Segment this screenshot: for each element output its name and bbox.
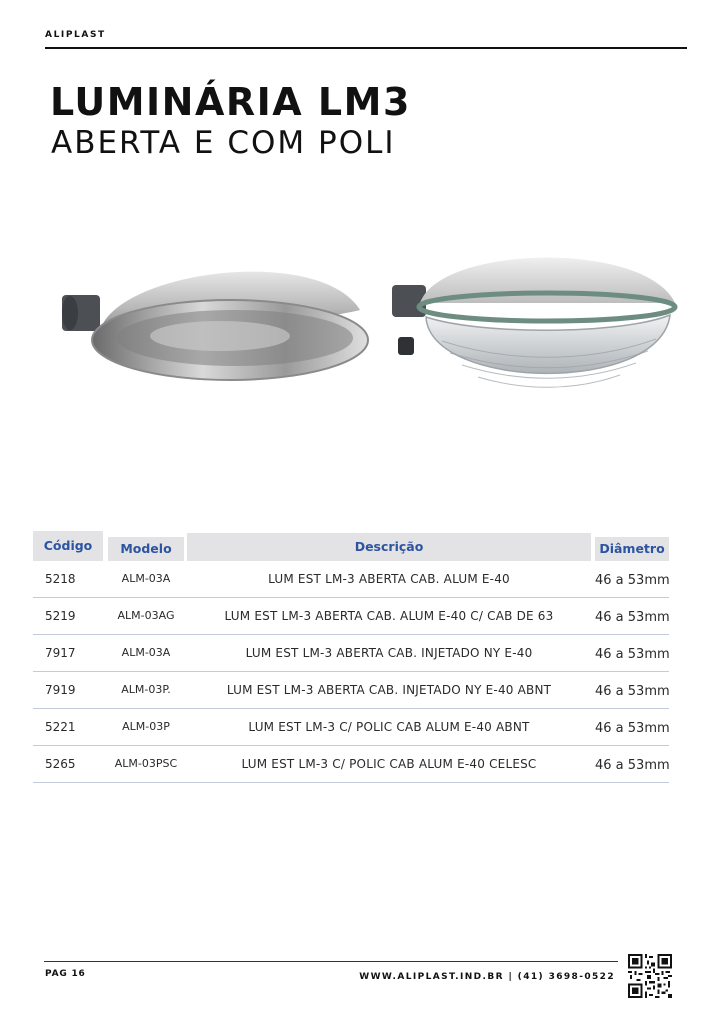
col-header-descricao: Descrição bbox=[187, 533, 591, 561]
cell-codigo: 7919 bbox=[45, 683, 76, 697]
page-title: LUMINÁRIA LM3 bbox=[50, 80, 411, 124]
table-row bbox=[33, 598, 669, 635]
top-divider bbox=[45, 47, 687, 49]
bottom-divider bbox=[44, 961, 618, 962]
cell-descricao: LUM EST LM-3 ABERTA CAB. ALUM E-40 bbox=[268, 572, 510, 586]
cell-modelo: ALM-03AG bbox=[117, 609, 175, 622]
cell-descricao: LUM EST LM-3 C/ POLIC CAB ALUM E-40 CELESC bbox=[241, 757, 537, 771]
table-row bbox=[33, 709, 669, 746]
table-header bbox=[33, 531, 669, 561]
col-header-diametro: Diâmetro bbox=[595, 537, 669, 561]
cell-codigo: 5265 bbox=[45, 757, 76, 771]
cell-modelo: ALM-03PSC bbox=[114, 757, 178, 770]
col-header-modelo: Modelo bbox=[108, 537, 184, 561]
luminaire-poli-photo bbox=[390, 245, 680, 430]
cell-codigo: 5218 bbox=[45, 572, 76, 586]
page-number: PAG 16 bbox=[45, 969, 86, 979]
cell-modelo: ALM-03A bbox=[121, 572, 171, 585]
cell-diametro: 46 a 53mm bbox=[595, 721, 670, 736]
luminaire-open-photo bbox=[60, 250, 370, 390]
product-table bbox=[33, 531, 669, 783]
col-header-codigo: Código bbox=[33, 531, 103, 561]
brand-label: ALIPLAST bbox=[45, 30, 106, 40]
cell-modelo: ALM-03P. bbox=[121, 683, 171, 696]
cell-diametro: 46 a 53mm bbox=[595, 573, 670, 588]
cell-descricao: LUM EST LM-3 C/ POLIC CAB ALUM E-40 ABNT bbox=[248, 720, 530, 734]
cell-diametro: 46 a 53mm bbox=[595, 610, 670, 625]
cell-diametro: 46 a 53mm bbox=[595, 647, 670, 662]
page-subtitle: ABERTA E COM POLI bbox=[51, 125, 396, 161]
qr-code-icon bbox=[628, 954, 672, 998]
table-row bbox=[33, 746, 669, 783]
cell-descricao: LUM EST LM-3 ABERTA CAB. INJETADO NY E-40 bbox=[245, 646, 533, 660]
cell-diametro: 46 a 53mm bbox=[595, 758, 670, 773]
cell-modelo: ALM-03A bbox=[121, 646, 171, 659]
table-row bbox=[33, 635, 669, 672]
table-row bbox=[33, 561, 669, 598]
table-row bbox=[33, 672, 669, 709]
cell-descricao: LUM EST LM-3 ABERTA CAB. INJETADO NY E-40 ABNT bbox=[226, 683, 552, 697]
contact-info: WWW.ALIPLAST.IND.BR | (41) 3698-0522 bbox=[359, 972, 615, 982]
cell-codigo: 5219 bbox=[45, 609, 76, 623]
cell-modelo: ALM-03P bbox=[122, 720, 170, 733]
cell-codigo: 5221 bbox=[45, 720, 76, 734]
cell-diametro: 46 a 53mm bbox=[595, 684, 670, 699]
cell-codigo: 7917 bbox=[45, 646, 76, 660]
cell-descricao: LUM EST LM-3 ABERTA CAB. ALUM E-40 C/ CAB DE 63 bbox=[224, 609, 554, 623]
